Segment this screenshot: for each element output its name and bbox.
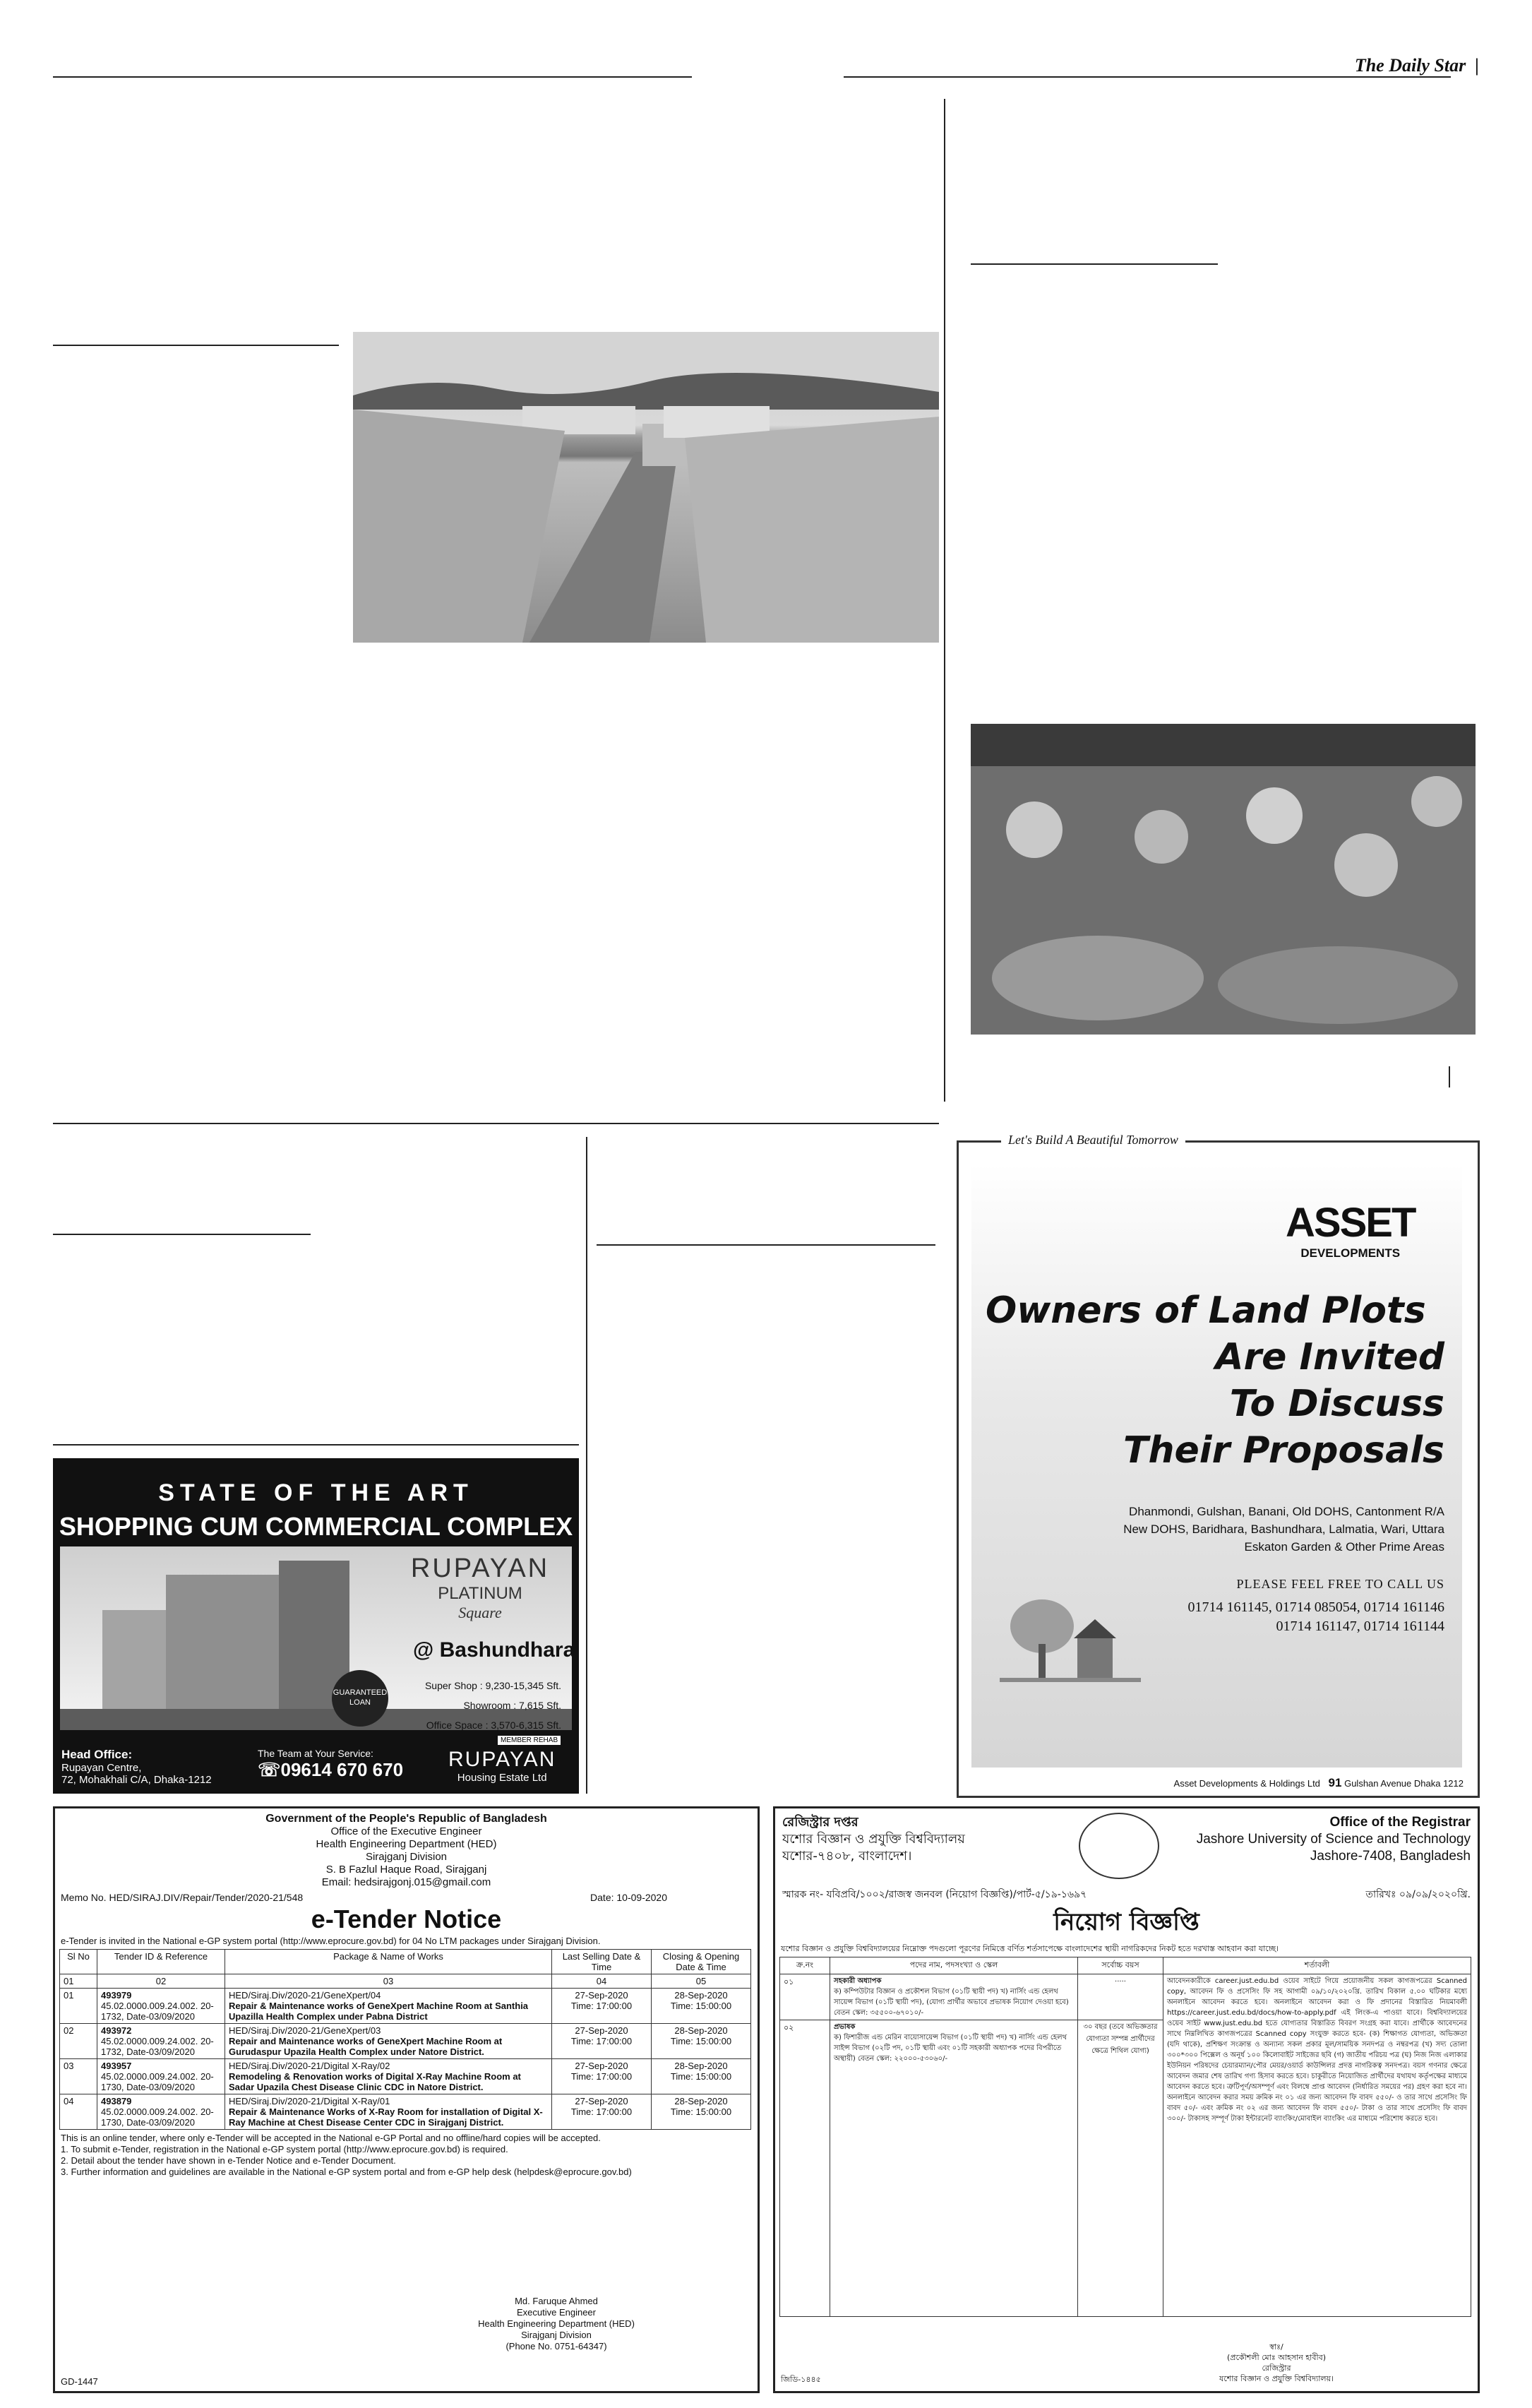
tender-code: GD-1447 [61,2376,98,2387]
top-rule-right [844,76,1451,78]
reg-table [779,1957,1471,2317]
reg-row-age: ..... [1078,1974,1163,2020]
row-package: HED/Siraj.Div/2020-21/Digital X-Ray/02 Remodeling & Renovation works of Digital X-Ray Machine Room at Sadar Upazila Chest Disease Clinic CDC in Natore District. [225,2059,552,2094]
reg-code: জিডি-১৪৪৫ [781,2375,821,2384]
row-package: HED/Siraj.Div/2020-21/Digital X-Ray/01 Repair & Maintenance Works of X-Ray Room for installation of Digital X-Ray Machine at Chest Disease Center CDC in Sirajganj District. [225,2094,552,2130]
head-office-line-2: 72, Mohakhali C/A, Dhaka-1212 [61,1774,212,1786]
reg-intro: যশোর বিজ্ঞান ও প্রযুক্তি বিশ্ববিদ্যালয়ের নিম্নোক্ত পদগুলো পূরণের নিমিত্তে বর্ণিত শর্তসাপেক্ষে বাংলাদেশের স্থায়ী নাগরিকদের নিকট হতে দরখাস্ত আহবান করা যাচ্ছে। [781,1944,1279,1953]
rupayan-specs [385,1676,561,1735]
col-sl: Sl No [60,1950,97,1974]
table-row [60,2059,751,2094]
row-tender-id: 493979 45.02.0000.009.24.002. 20-1732, Date-03/09/2020 [97,1989,225,2024]
reg-conditions: আবেদনকারীকে career.just.edu.bd ওয়েব সাইটে গিয়ে প্রয়োজনীয় সকল কাগজপত্রের Scanned copy, আবেদন ফি ও প্রসেসিং ফি সহ আগামী ০৯/১০/২০২০খ্রি. তারিখ বিকাল ৫.০০ ঘটিকার মধ্যে অনলাইনে আবেদন করতে হবে। অনলাইনে আবেদন করা ও ফি প্রদানের বিস্তারিত নিয়মাবলী https://career.just.edu.bd/docs/how-to-apply.pdf এই লিংক-এ পাওয়া যাবে। বিশ্ববিদ্যালয়ের ওয়েব সাইট www.just.edu.bd হতে যোগ্যতার বিস্তারিত বিবরণ সংগ্রহ করা যাবে। প্রার্থীকে আবেদনের সাথে নিম্নলিখিত কাগজপত্রের Scanned copy সংযুক্ত করতে হবে- (ক) শিক্ষাগত যোগ্যতা, অভিজ্ঞতা (যদি থাকে), প্রশিক্ষণ সংক্রান্ত ও অন্যান্য সকল প্রকার মূল/সাময়িক সনদপত্র ও নম্বরপত্র (খ) সদ্য তোলা ৩০০*৩০০ পিক্সেল ও অনূর্ধ ১০০ কিলোবাইট সাইজের ছবি (গ) জাতীয় পরিচয় পত্র (ঘ) নিজ নিজ এলাকার ইউনিয়ন পরিষদের চেয়ারম্যান/পৌর মেয়র/ওয়ার্ড কাউন্সিলর প্রদত্ত নাগরিকত্ব সনদপত্র। বয়স গণনার ক্ষেত্রে আবেদন জমার শেষ তারিখ গণ্য হিসাব করতে হবে। চাকুরীতে নিয়োজিত প্রার্থীদের যথাযথ কর্তৃপক্ষের মাধ্যমে আবেদন করতে হবে। ত্রুটিপূর্ণ/অসম্পূর্ণ এবং বিলম্বে প্রাপ্ত আবেদন (নির্ধারিত সময়ের পর) গ্রহণ করা হবে না। অনলাইনে আবেদন করার সময় ক্রমিক নং ০১ এর জন্য আবেদন ফি বাবদ ৫৫০/- ও তার সাথে প্রসেসিং ফি বাবদ ৫০/- এবং ক্রমিক নং ০২ এর জন্য আবেদন ফি বাবদ ৫৫০/- টাকা ও তার সাথে প্রসেসিং ফি বাবদ ৩০০/- টাকাসহ সম্পূর্ণ টাকা ইন্টারনেট ব্যাংকিং/মোবাইল ব্যাংকিং এর মাধ্যমে পরিশোধ করতে হবে। [1163,1974,1471,2317]
mid-rule [53,1123,939,1124]
university-seal-icon [1079,1813,1159,1879]
reg-row-no: ০১ [780,1974,830,2020]
en-head-2: Jashore University of Science and Technology [1196,1832,1471,1847]
tender-intro: e-Tender is invited in the National e-GP system portal (http://www.eprocure.gov.bd) for 04 No LTM packages under Sirajganj Division. [61,1936,601,1946]
asset-areas [1099,1503,1444,1556]
tender-table-head [60,1950,751,1974]
tender-memo: Memo No. HED/SIRAJ.DIV/Repair/Tender/2020-21/548 [61,1892,304,1903]
rupayan-ad [53,1458,579,1794]
rupayan-headline-1: STATE OF THE ART [158,1479,474,1506]
row-close: 28-Sep-2020 Time: 15:00:00 [652,2094,751,2130]
asset-footer-address: Gulshan Avenue Dhaka 1212 [1344,1778,1464,1789]
table-row [60,2094,751,2130]
section-rule-2 [971,263,1218,265]
tender-col-numbers [60,1974,751,1989]
asset-logo [1286,1199,1415,1260]
spec-office: Office Space : 3,570-6,315 Sft. [426,1719,561,1731]
tender-note-2: 2. Detail about the tender have shown in e-Tender Notice and e-Tender Document. [61,2155,396,2166]
row-sell: 27-Sep-2020 Time: 17:00:00 [552,2024,652,2059]
reg-col-age: সর্বোচ্চ বয়স [1078,1957,1163,1974]
tender-header-5: S. B Fazlul Haque Road, Sirajganj [325,1864,487,1876]
asset-headline-2: Are Invited [1215,1336,1444,1378]
bn-head-3: যশোর-৭৪০৮, বাংলাদেশ। [782,1849,912,1864]
reg-row-age: ৩০ বছর (তবে অভিজ্ঞতার যোগ্যতা সম্পন্ন প্রার্থীদের ক্ষেত্রে শিথিল যোগ্য) [1078,2020,1163,2317]
row-sl: 01 [60,1989,97,2024]
rupayan-brand-sub: PLATINUM [438,1584,522,1603]
column-divider [944,99,945,1102]
head-office-line-1: Rupayan Centre, [61,1762,142,1774]
row-close: 28-Sep-2020 Time: 15:00:00 [652,2024,751,2059]
rupayan-logo-sub: Housing Estate Ltd [457,1772,547,1784]
row-package: HED/Siraj.Div/2020-21/GeneXpert/03 Repair and Maintenance works of GeneXpert Machine Room at Gurudaspur Upazila Health Complex under Natore District. [225,2024,552,2059]
sig-division: Sirajganj Division [521,2330,592,2340]
reg-row-post: সহকারী অধ্যাপক ক) কম্পিউটার বিজ্ঞান ও প্রকৌশল বিভাগ (০১টি স্থায়ী পদ) খ) নার্সিং এন্ড হেলথ সায়েন্স বিভাগ (০১টি স্থায়ী পদ), (যোগ্য প্রার্থীর অভাবে প্রভাষক নিয়োগ দেওয়া হবে) বেতন স্কেল: ৩৫৫০০-৬৭০১০/- [830,1974,1078,2020]
sig-title: Executive Engineer [516,2307,596,2318]
rupayan-brand-script: Square [458,1604,502,1621]
row-sl: 04 [60,2094,97,2130]
tender-date: Date: 10-09-2020 [590,1892,667,1903]
reg-sign-2: (প্রকৌশলী মোঃ আহসান হাবীব) [1226,2353,1327,2362]
reg-title: নিয়োগ বিজ্ঞপ্তি [1053,1908,1199,1936]
rupayan-phone: ☏09614 670 670 [258,1759,404,1780]
reg-table-head [780,1957,1471,1974]
row-tender-id: 493957 45.02.0000.009.24.002. 20-1730, Date-03/09/2020 [97,2059,225,2094]
en-head-3: Jashore-7408, Bangladesh [1310,1849,1471,1864]
section-rule-1 [53,345,339,346]
bn-head-2: যশোর বিজ্ঞান ও প্রযুক্তি বিশ্ববিদ্যালয় [782,1832,965,1847]
e-tender-notice [53,1806,760,2393]
member-badge: MEMBER REHAB [498,1736,561,1745]
tender-note-1: 1. To submit e-Tender, registration in the National e-GP system portal (http://www.eprocure.gov.bd) is required. [61,2144,508,2154]
rupayan-location: @ Bashundhara [413,1638,575,1662]
sig-dept: Health Engineering Department (HED) [478,2318,635,2329]
asset-tagline: Let's Build A Beautiful Tomorrow [1001,1133,1185,1148]
asset-inner [971,1164,1462,1768]
spec-showroom: Showroom : 7,615 Sft. [463,1700,561,1711]
table-row [780,1974,1471,2020]
section-rule-5 [53,1444,579,1446]
reg-col-no: ক্র.নং [780,1957,830,1974]
asset-area-1: Dhanmondi, Gulshan, Banani, Old DOHS, Cantonment R/A [1129,1505,1444,1518]
asset-logo-name: ASSET [1286,1200,1416,1246]
rupayan-logo [448,1748,556,1784]
sig-name: Md. Faruque Ahmed [515,2296,598,2306]
tender-table [59,1949,751,2130]
spec-super-shop: Super Shop : 9,230-15,345 Sft. [424,1680,561,1691]
table-row [60,1989,751,2024]
row-sell: 27-Sep-2020 Time: 17:00:00 [552,2059,652,2094]
tender-header-6: Email: hedsirajgonj.015@gmail.com [321,1876,491,1888]
reg-date: তারিখঃ ০৯/০৯/২০২০খ্রি. [1365,1889,1471,1900]
asset-headline-4: Their Proposals [1123,1429,1444,1472]
rupayan-brand [399,1554,561,1622]
asset-footer-company: Asset Developments & Holdings Ltd [1173,1778,1320,1789]
asset-logo-sub: DEVELOPMENTS [1300,1246,1401,1260]
col-package: Package & Name of Works [225,1950,552,1974]
rupayan-headline-2: SHOPPING CUM COMMERCIAL COMPLEX [59,1512,573,1541]
tender-header-2: Office of the Executive Engineer [330,1825,482,1837]
flood-road-photo [353,332,939,643]
reg-sign-4: যশোর বিজ্ঞান ও প্রযুক্তি বিশ্ববিদ্যালয়। [1219,2374,1334,2383]
asset-phones [1113,1598,1444,1636]
column-divider-2 [586,1137,587,1794]
tender-note-3: 3. Further information and guidelines are available in the National e-GP system portal and from e-GP help desk (helpdesk@eprocure.gov.bd) [61,2166,632,2177]
section-rule-3 [53,1234,311,1235]
rupayan-head-office [61,1748,212,1786]
col-tender-id: Tender ID & Reference [97,1950,225,1974]
tender-header-4: Sirajganj Division [365,1851,448,1863]
row-close: 28-Sep-2020 Time: 15:00:00 [652,1989,751,2024]
reg-ref: স্মারক নং- যবিপ্রবি/১০০২/রাজস্ব জনবল (নিয়োগ বিজ্ঞপ্তি)/পার্ট-৫/১৯-১৬৯৭ [782,1889,1087,1900]
table-row [60,2024,751,2059]
row-sl: 03 [60,2059,97,2094]
tender-notes [55,2133,758,2178]
reg-col-post: পদের নাম, পদসংখ্যা ও স্কেল [830,1957,1078,1974]
asset-phones-2: 01714 161147, 01714 161144 [1276,1619,1444,1634]
reg-row-no: ০২ [780,2020,830,2317]
masthead: The Daily Star | [1354,55,1479,76]
market-women-photo [971,724,1476,1035]
row-tender-id: 493879 45.02.0000.009.24.002. 20-1730, Date-03/09/2020 [97,2094,225,2130]
registrar-notice [773,1806,1480,2393]
col-last-selling: Last Selling Date & Time [552,1950,652,1974]
asset-headline [986,1287,1444,1474]
service-label: The Team at Your Service: [258,1748,373,1759]
tender-signature [450,2296,662,2352]
small-divider [1449,1066,1450,1087]
asset-headline-1: Owners of Land Plots [986,1289,1426,1332]
reg-sign [1171,2342,1382,2384]
sig-phone: (Phone No. 0751-64347) [505,2341,607,2352]
loan-badge: GUARANTEED LOAN [332,1670,388,1727]
tender-header-3: Health Engineering Department (HED) [316,1838,497,1850]
col-closing: Closing & Opening Date & Time [652,1950,751,1974]
tender-header-1: Government of the People's Republic of Bangladesh [265,1813,547,1825]
asset-ad [957,1133,1480,1798]
asset-headline-3: To Discuss [1229,1383,1444,1425]
en-head-1: Office of the Registrar [1329,1815,1471,1830]
asset-tree-illustration [1000,1587,1141,1690]
row-close: 28-Sep-2020 Time: 15:00:00 [652,2059,751,2094]
col-num-5: 05 [652,1974,751,1989]
bn-head [782,1814,965,1865]
reg-sign-1: স্বাঃ/ [1269,2342,1283,2352]
col-num-4: 04 [552,1974,652,1989]
asset-area-2: New DOHS, Baridhara, Bashundhara, Lalmatia, Wari, Uttara [1123,1522,1444,1536]
asset-footer [1174,1776,1464,1790]
row-sell: 27-Sep-2020 Time: 17:00:00 [552,1989,652,2024]
reg-sign-3: রেজিস্ট্রার [1262,2364,1291,2373]
rupayan-brand-name: RUPAYAN [410,1554,550,1583]
asset-call-label: PLEASE FEEL FREE TO CALL US [1236,1577,1444,1591]
row-package: HED/Siraj.Div/2020-21/GeneXpert/04 Repair & Maintenance works of GeneXpert Machine Room at Santhia Upazilla Health Complex under Pabna District [225,1989,552,2024]
section-rule-4 [597,1244,935,1246]
col-num-3: 03 [225,1974,552,1989]
tender-title: e-Tender Notice [311,1905,502,1933]
reg-col-conditions: শর্তাবলী [1163,1957,1471,1974]
en-head [1197,1814,1471,1865]
rupayan-service [258,1748,403,1781]
row-sell: 27-Sep-2020 Time: 17:00:00 [552,2094,652,2130]
bn-head-1: রেজিস্ট্রার দপ্তর [782,1815,858,1830]
tender-header [55,1813,758,1889]
col-num-1: 01 [60,1974,97,1989]
row-sl: 02 [60,2024,97,2059]
row-tender-id: 493972 45.02.0000.009.24.002. 20-1732, Date-03/09/2020 [97,2024,225,2059]
head-office-label: Head Office: [61,1748,133,1761]
col-num-2: 02 [97,1974,225,1989]
asset-footer-num: 91 [1328,1776,1342,1789]
asset-area-3: Eskaton Garden & Other Prime Areas [1244,1540,1444,1554]
tender-note-0: This is an online tender, where only e-Tender will be accepted in the National e-GP Portal and no offline/hard copies will be accepted. [61,2133,601,2143]
top-rule-left [53,76,692,78]
tender-memo-row [55,1889,758,1903]
rupayan-logo-name: RUPAYAN [448,1748,556,1771]
asset-phones-1: 01714 161145, 01714 085054, 01714 161146 [1187,1599,1444,1615]
reg-row-post: প্রভাষক ক) ফিশারীজ এন্ড মেরিন বায়োসায়েন্স বিভাগ (০১টি স্থায়ী পদ) খ) নার্সিং এন্ড হেলথ সাইন্স বিভাগ (০২টি পদ, ০১টি স্থায়ী এবং ০১টি সহকারী অধ্যাপক পদের বিপরীতে অস্থায়ী) বেতন স্কেল: ২২০০০-৫৩০৬০/- [830,2020,1078,2317]
